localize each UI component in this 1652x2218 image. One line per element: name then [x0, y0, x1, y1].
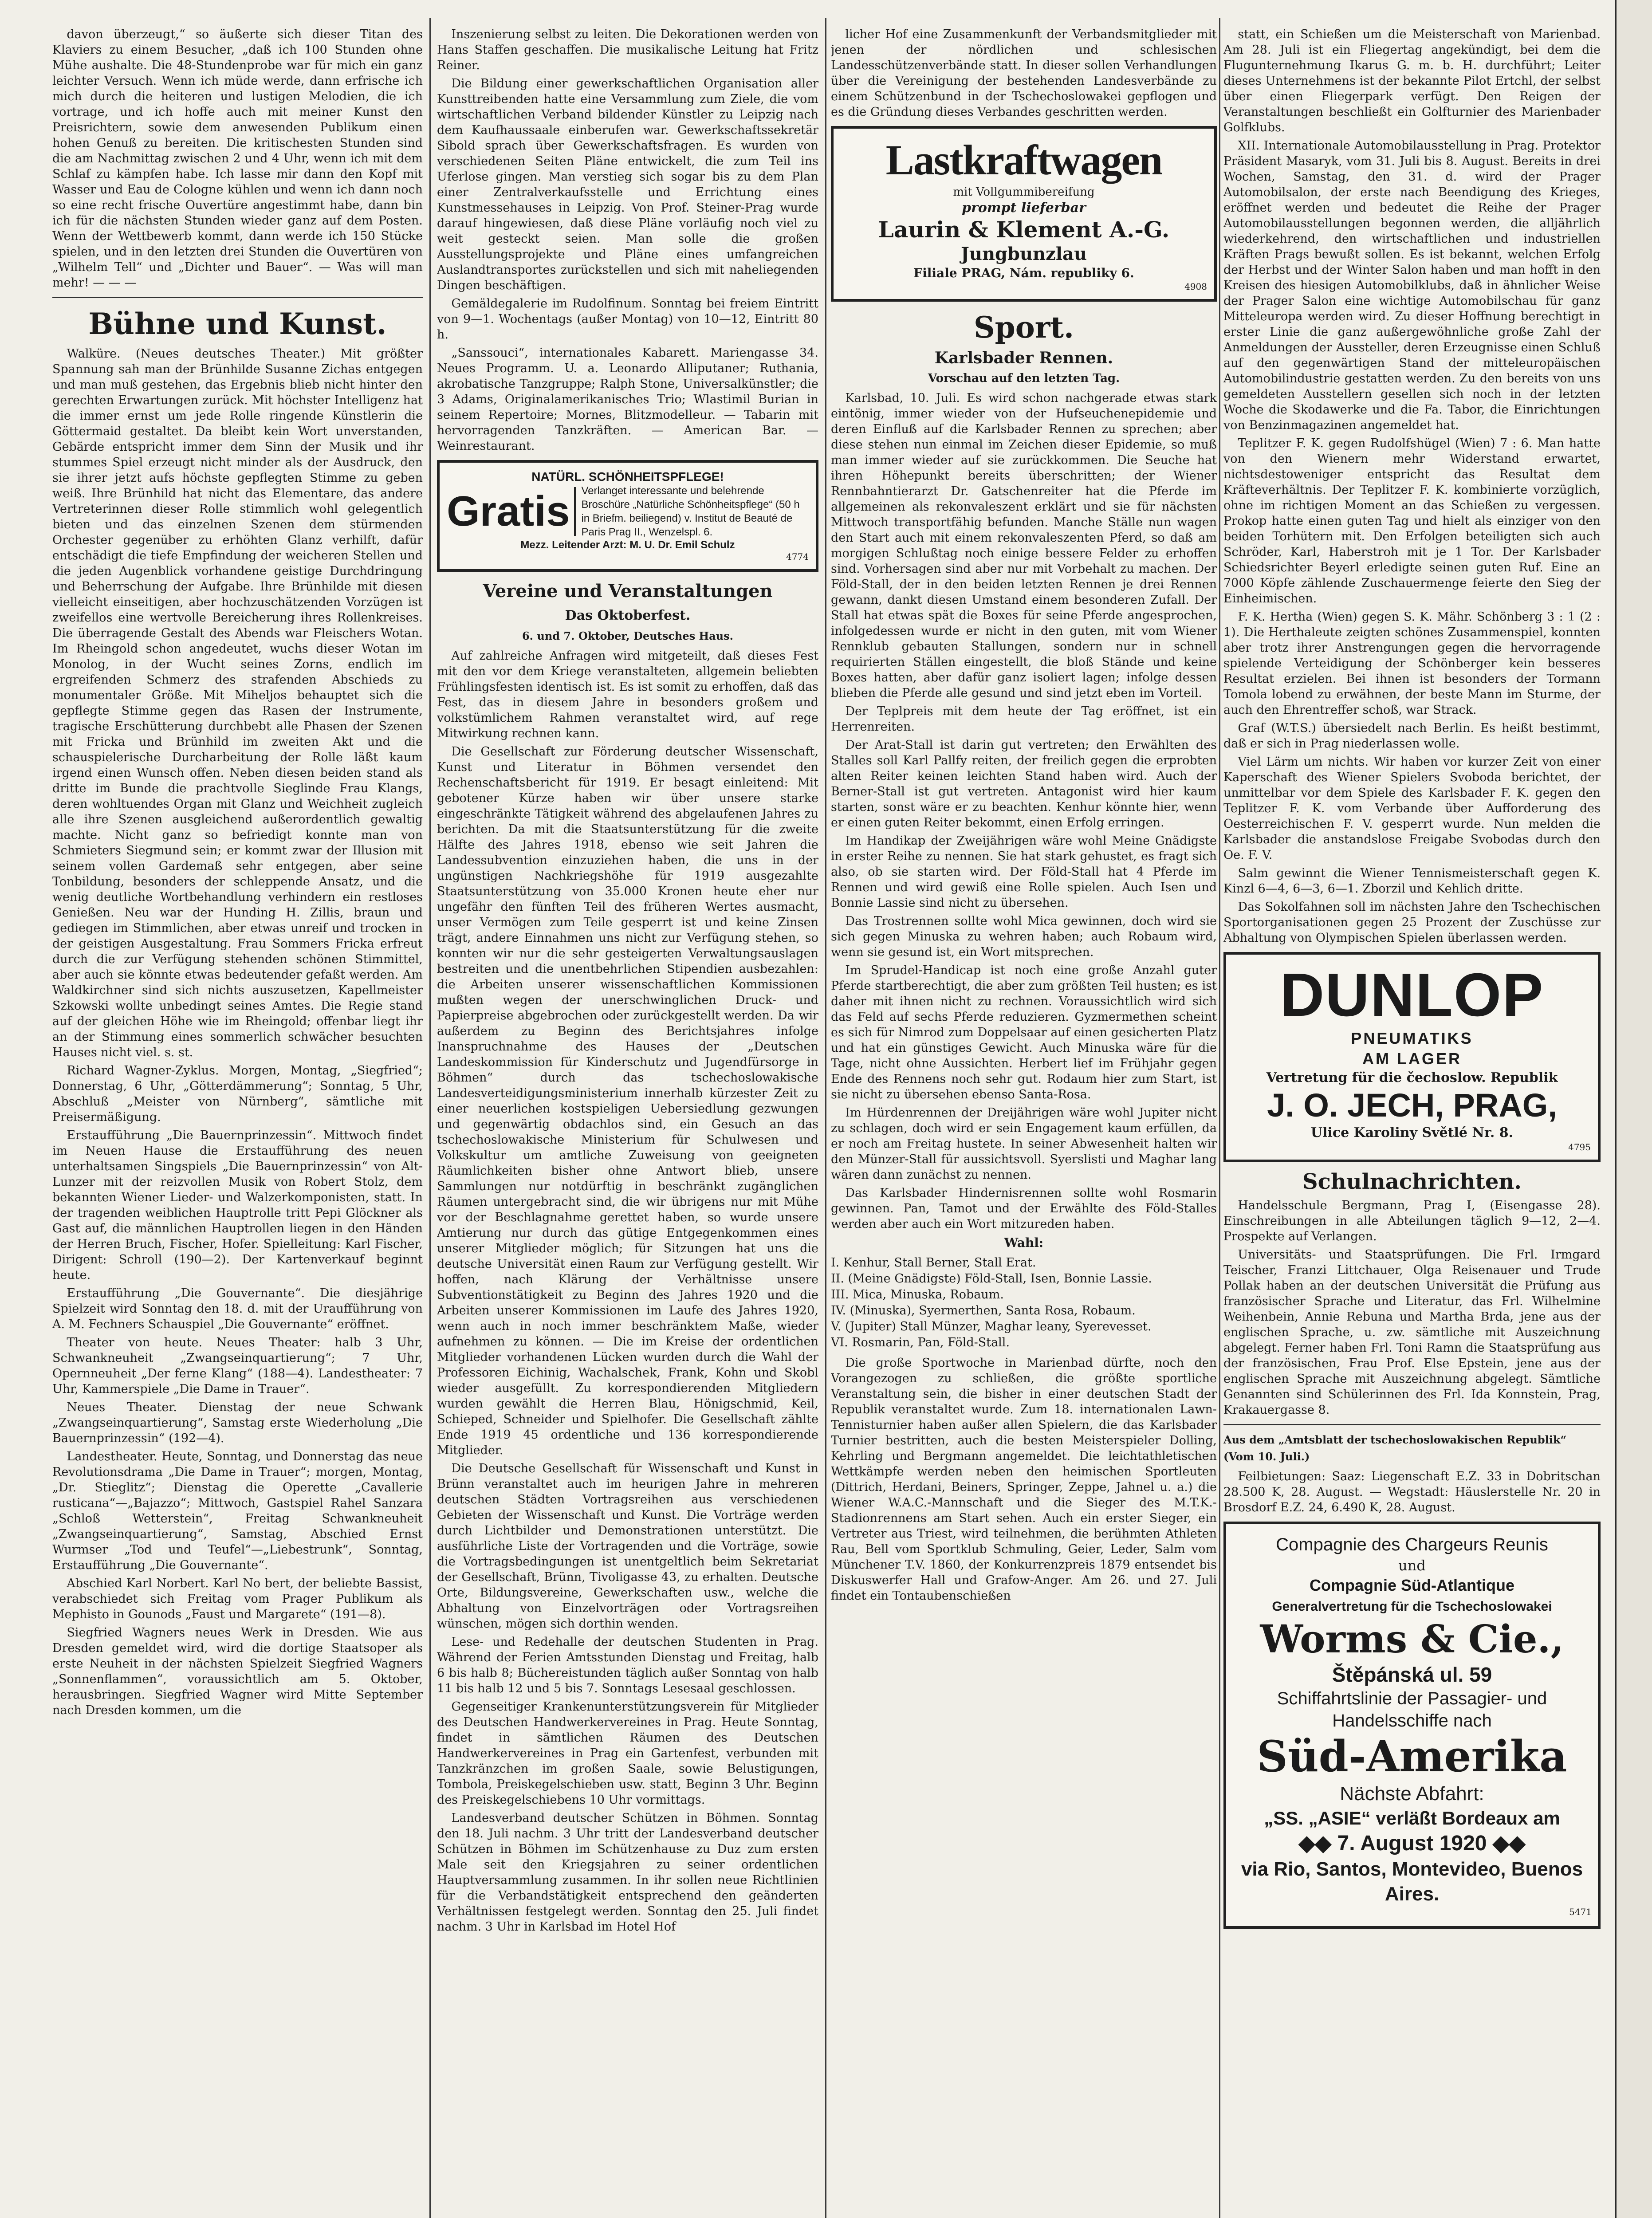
article-paragraph: Graf (W.T.S.) übersiedelt nach Berlin. Es heißt bestimmt, daß er sich in Prag niederlassen wolle. [1223, 721, 1601, 751]
article-paragraph: Landestheater. Heute, Sonntag, und Donnerstag das neue Revolutionsdrama „Die Dame in Trauer“; morgen, Montag, „Dr. Stieglitz“; Dienstag die Operette „Cavallerie rusticana“—„Bajazzo“; Mittwoch, Gastspiel Rahel Sanzara „Schloß Wetterstein“, Freitag Schwankneuheit „Zwangseinquartierung“, Samstag, Abschied Ernst Wurmser „Tod und Teufel“—„Liebestrunk“, Sonntag, Erstaufführung „Die Gouvernante“. [52, 1450, 423, 1572]
ad-headline: DUNLOP [1280, 961, 1544, 1029]
ad-city: Jungbunzlau [960, 244, 1087, 264]
column-rule [1219, 18, 1220, 2218]
article-paragraph: Inszenierung selbst zu leiten. Die Dekorationen werden von Hans Staffen geschaffen. Die musikalische Leitung hat Fritz Reiner. [437, 28, 818, 72]
article-paragraph: Die Deutsche Gesellschaft für Wissenschaft und Kunst in Brünn veranstaltet auch im heurigen Jahre in mehreren deutschen Städten Vortragsreihen aus verschiedenen Gebieten der Wissenschaft und Kunst. Die Vorträge werden durch Lichtbilder und Demonstrationen unterstützt. Die ausführliche Liste der Vortragenden und die Vorträge, sowie die Vortragsbedingungen ist unentgeltlich beim Sekretariat der Gesellschaft, Brünn, Tivoligasse 43, zu erhalten. Deutsche Orte, Bildungsvereine, Gewerkschaften usw., welche die Abhaltung von Einzelvorträgen oder Vortragsreihen wünschen, mögen sich dorthin wenden. [437, 1462, 818, 1631]
article-paragraph: Theater von heute. Neues Theater: halb 3 Uhr, Schwankneuheit „Zwangseinquartierung“; 7 Uhr, Opernneuheit „Der ferne Klang“ (188—4). Landestheater: 7 Uhr, Kammerspiele „Die Dame in Trauer“. [52, 1336, 423, 1396]
list-item: I. Kenhur, Stall Berner, Stall Erat. [831, 1256, 1036, 1270]
article-paragraph: Neues Theater. Dienstag der neue Schwank „Zwangseinquartierung“, Samstag erste Wiederholung „Die Bauernprinzessin“ (192—4). [52, 1400, 423, 1445]
article-headline: Das Oktoberfest. [565, 608, 691, 623]
advertisement-lastkraftwagen [831, 126, 1217, 302]
column-rule [825, 18, 826, 2218]
article-paragraph: Karlsbad, 10. Juli. Es wird schon nachgerade etwas stark eintönig, immer wieder von der Hufseuchenepidemie und deren Einfluß auf die Karlsbader Rennen zu sprechen; aber diese stehen nun einmal im Zeichen dieser Epidemie, so muß man immer wieder auf sie zurückkommen. Die Seuche hat ihren Höhepunkt bereits überschritten; der Wiener Rennbahntierarzt Dr. Gatschenreiter hat die Pferde im allgemeinen als rekonvaleszent erklärt und sie für nächsten Mittwoch transportfähig befunden. Manche Ställe nun wagen den Start auch mit einem rekonvaleszenten Pferd, so daß am morgigen Schlußtag noch einige bessere Felder zu erhoffen sind. Vorhersagen sind aber nur mit Vorbehalt zu machen. Der Föld-Stall, der in den beiden letzten Rennen je drei Rennen gewann, dankt diesen Umstand einem besonderen Zufall. Der Stall hat etwas spät die Boxes für seine Pferde angesprochen, infolgedessen wurde er nicht in den guten, mit vom Wiener Rennklub gebauten Stallungen, sondern nur in schnell requirierten Ställen eingestellt, die bloß Stände und keine Boxes hatten, aber dafür ganz isoliert lagen; infolge dessen blieben die Pferde alle gesund und sind jetzt eben im Vorteil. [831, 391, 1217, 700]
ad-footer: Mezz. Leitender Arzt: M. U. Dr. Emil Schulz [520, 539, 735, 551]
ad-number: 4908 [1184, 281, 1207, 292]
article-paragraph: licher Hof eine Zusammenkunft der Verbandsmitglieder mit jenen der nördlichen und schlesischen Landesschützenverbände statt. In dieser sollen Verhandlungen über die Vereinigung der bestehenden Landesverbände zu einem Schützenbund in der Tschechoslowakei gepflogen und es die Gründung dieses Verbandes geschritten werden. [831, 28, 1217, 119]
column-1 [52, 27, 423, 2218]
article-paragraph: Universitäts- und Staatsprüfungen. Die Frl. Irmgard Teischer, Franzi Littchauer, Olga Reisenauer und Trude Pollak haben an der deutschen Universität die Prüfung aus französischer Sprache und Literatur, das Frl. Wilhelmine Weihenbein, Annie Rebuna und Martha Brda, jene aus der englischen Sprache, u. zw. sämtliche mit Auszeichnung abgelegt. Ferner haben Frl. Toni Ramn die Staatsprüfung aus der französischen, Frau Prof. Else Epstein, jene aus der englischen Sprache mit Auszeichnung abgelegt. Sämtliche Genannten sind Schülerinnen des Frl. Ida Konnstein, Prag, Krakauergasse 8. [1223, 1248, 1601, 1417]
ad-route: via Rio, Santos, Montevideo, Buenos Aires. [1241, 1858, 1583, 1905]
ad-line: Nächste Abfahrt: [1340, 1783, 1484, 1805]
ad-gratis-word: Gratis [447, 487, 576, 536]
ad-company: J. O. JECH, PRAG, [1267, 1087, 1557, 1124]
article-paragraph: Der Teplpreis mit dem heute der Tag eröffnet, ist ein Herrenreiten. [831, 704, 1217, 734]
article-paragraph: Im Handikap der Zweijährigen wäre wohl Meine Gnädigste in erster Reihe zu nennen. Sie hat stark gehustet, es fragt sich also, ob sie starten wird. Der Föld-Stall hat 4 Pferde im Rennen und wird gewiß eine Rolle spielen. Auch Isen und Bonnie Lassie sind nicht zu übersehen. [831, 834, 1217, 910]
ad-line: AM LAGER [1362, 1050, 1462, 1068]
advertisement-gratis [437, 460, 818, 572]
article-paragraph: Viel Lärm um nichts. Wir haben vor kurzer Zeit von einer Kaperschaft des Wiener Spielers Svoboda berichtet, der unmittelbar vor dem Spiele des Karlsbader F. K. gegen den Teplitzer F. K. vom Verbande über Aufforderung des Oesterreichischen F. V. gesperrt wurde. Nun melden die Karlsbader die anstandslose Freigabe Svobodas durch den Oe. F. V. [1223, 755, 1601, 862]
wahl-title: Wahl: [1004, 1235, 1044, 1250]
ad-line: Compagnie Süd-Atlantique [1310, 1576, 1514, 1594]
wahl-list [831, 1255, 1217, 1351]
article-paragraph: Auf zahlreiche Anfragen wird mitgeteilt, daß dieses Fest mit den vor dem Kriege veranstalteten, allgemein beliebten Frühlingsfesten identisch ist. Es ist somit zu erhoffen, daß das Fest, das in diesem Jahre in besonders großem und volkstümlichem Rahmen veranstaltet wird, auf rege Mitwirkung rechnen kann. [437, 649, 818, 740]
article-paragraph: Salm gewinnt die Wiener Tennismeisterschaft gegen K. Kinzl 6—4, 6—3, 6—1. Zborzil und Kehlich dritte. [1223, 866, 1601, 896]
article-paragraph: Der Arat-Stall ist darin gut vertreten; den Erwählten des Stalles soll Karl Pallfy reiten, der freilich gegen die erprobten alten Reiter keinen leichten Stand haben wird. Auch der Berner-Stall ist gut vertreten. Antagonist wird hier kaum starten, sonst wäre er zu beachten. Kenhur könnte hier, wenn er einen guten Reiter bekommt, einen Erfolg erringen. [831, 738, 1217, 830]
article-paragraph: Im Hürdenrennen der Dreijährigen wäre wohl Jupiter nicht zu schlagen, doch wird er sein Engagement kaum erfüllen, da er noch am Freitag hustete. In seiner Abwesenheit halten wir den Münzer-Stall für aussichtsvoll. Syerslisti und Maghar lang wären dann zunächst zu nennen. [831, 1106, 1217, 1182]
ad-company: Laurin & Klement A.-G. [878, 216, 1170, 243]
article-paragraph: Die Bildung einer gewerkschaftlichen Organisation aller Kunsttreibenden hatte eine Versammlung zum Ziele, die vom wirtschaftlichen Verband bildender Künstler zu Leipzig nach dem Kaufhaussaale einberufen war. Gewerkschaftssekretär Sibold sprach über Gewerkschaftsfragen. Es wurden von verschiedenen Seiten Pläne entwickelt, die zum Teil ins Uferlose gingen. Man verstieg sich sogar bis zu dem Plan einer Zentralverkaufsstelle und Errichtung eines Kunstmessehauses in Leipzig. Von Prof. Steiner-Prag wurde darauf hingewiesen, daß diese Pläne vorläufig noch viel zu weit gesteckt seien. Man solle die großen Ausstellungsprojekte und Pläne eines umfangreichen Auslandtransportes zurückstellen und sich mit naheliegenden Dingen beschäftigen. [437, 77, 818, 292]
ad-company: Worms & Cie., [1260, 1617, 1564, 1662]
ad-date: ◆◆ 7. August 1920 ◆◆ [1298, 1832, 1526, 1855]
ad-line: prompt lieferbar [962, 200, 1086, 216]
article-paragraph: Im Sprudel-Handicap ist noch eine große Anzahl guter Pferde startberechtigt, die aber zum größten Teil husten; es ist daher mit ihnen nicht zu rechnen. Voraussichtlich wird sich das Feld auf sechs Pferde reduzieren. Gyzmermethen scheint es sich für Nimrod zum Doppelsaar auf einen gesicherten Platz und hat ein günstiges Gewicht. Auch Minuska wäre für die Tage, nicht ohne Aussichten. Herbert lief im Frühjahr gegen Ende des Rennens noch sehr gut. Rodaum hier zum Start, ist sie nicht zu übersehen ebenso Santa-Rosa. [831, 963, 1217, 1101]
article-continuation: davon überzeugt,“ so äußerte sich dieser Titan des Klaviers zu einem Besucher, „daß ich 100 Stunden ohne Mühe aushalte. Die 48-Stundenprobe war für mich ein ganz leichter Versuch. Wenn ich müde werde, dann erfrische ich mich durch die heiteren und lustigen Melodien, die ich vortrage, und ich hoffe auch mit meiner Kunst den Preisrichtern, sowie dem anwesenden Publikum einen hohen Genuß zu bereiten. Die kritischesten Stunden sind die am Nachmittag zwischen 2 und 4 Uhr, wenn ich mit dem Schlaf zu kämpfen habe. Ich lasse mir dann den Kopf mit Wasser und Eau de Cologne kühlen und wenn ich dann noch so eine recht frische Ouvertüre angestimmt habe, dann bin ich für die nächsten Stunden wieder ganz auf dem Posten. Wenn der Wettbewerb kommt, dann werde ich 150 Stücke spielen, und in den letzten drei Stunden die Ouvertüren von „Wilhelm Tell“ und „Dichter und Bauer“. — Was will man mehr! — — — [52, 28, 423, 290]
section-title-vereine: Vereine und Veranstaltungen [483, 581, 773, 602]
ad-line: Compagnie des Chargeurs Reunis [1276, 1535, 1548, 1554]
ad-headline: NATÜRL. SCHÖNHEITSPFLEGE! [531, 470, 724, 484]
ad-number: 4774 [786, 551, 809, 562]
article-subheadline: Vorschau auf den letzten Tag. [928, 372, 1120, 385]
article-paragraph: Gemäldegalerie im Rudolfinum. Sonntag bei freiem Eintritt von 9—1. Wochentags (außer Montag) von 10—12, Eintritt 80 h. [437, 297, 818, 342]
article-paragraph: „Sanssouci“, internationales Kabarett. Mariengasse 34. Neues Programm. U. a. Leonardo Alliputaner; Ruthania, akrobatische Tanzgruppe; Ralph Stone, Universalkünstler; die 3 Adams, Originalamerikanisches Trio; Wlastimil Burian in seinem Repertoire; Mornes, Blitzmodelleur. — Tabarin mit hervorragenden Tanzkräften. — American Bar. — Weinrestaurant. [437, 346, 818, 453]
article-paragraph: Die große Sportwoche in Marienbad dürfte, noch den Vorangezogen zu schließen, die größte sportliche Veranstaltung sein, die bisher in einer deutschen Stadt der Republik veranstaltet wurde. Zum 18. internationalen Lawn-Tennisturnier haben außer allen Spielern, die das Karlsbader Turnier bestritten, auch die besten Meisterspieler Dolling, Kehrling und Bergmann angemeldet. Die leichtathletischen Wettkämpfe werden neben den heimischen Sportleuten (Dittrich, Herdani, Beiners, Springer, Zeppe, Jahnel u. a.) die Wiener W.A.C.-Mannschaft und die Sieger des M.T.K.-Stadionrennens am Start sehen. Auch ein erster Sieger, ein Vertreter aus Triest, wird teilnehmen, die berühmten Athleten Rau, Bell vom Sportklub Schmuling, Geier, Leder, Salm vom Münchener T.V. 1860, der Konkurrenzpreis 1879 entsendet bis Diskuswerfer Hall und Grafow-Anger. Am 26. und 27. Juli findet ein Tontaubenschießen [831, 1356, 1217, 1603]
article-paragraph: Die Gesellschaft zur Förderung deutscher Wissenschaft, Kunst und Literatur in Böhmen versendet den Rechenschaftsbericht für 1919. Er besagt einleitend: Mit gebotener Kürze haben wir über unsere starke eingeschränkte Tätigkeit während des abgelaufenen Jahres zu berichten. Da mit die Staatsunterstützung für die zweite Hälfte des Jahres 1918, ebenso wie seit Jahren die Landessubvention einzuziehen haben, die uns in der ungünstigen Nachkriegshöhe für 1919 ausgezahlte Staatsunterstützung von 35.000 Kronen heute eher nur ungefähr den fünften Teil des früheren Wertes ausmacht, unser Vermögen zum Teile gesperrt ist und keine Zinsen trägt, andere Einnahmen uns nicht zur Verfügung stehen, so konnten wir nur die sehr gesteigerten Verwaltungsauslagen bestreiten und die unentbehrlichen Stipendien ausbezahlen: die Arbeiten unserer wissenschaftlichen Kommissionen mußten wegen der unerschwinglichen Druck- und Papierpreise abgebrochen oder zurückgestellt werden. Da wir außerdem zu Beginn des Berichtsjahres infolge Inanspruchnahme des Hauses der „Deutschen Landeskommission für Kinderschutz und Jugendfürsorge in Böhmen“ durch das tschechoslowakische Landesverteidigungsministerium innerhalb kürzester Zeit zu einer neuerlichen kostspieligen Uebersiedlung gezwungen und gegenwärtig obdachlos sind, ein Gesuch an das tschechoslowakische Ministerium für Schulwesen und Volkskultur um amtliche Zuweisung von geeigneten Räumlichkeiten bisher ohne Antwort blieb, unsere Sammlungen nur notdürftig in beschränkt zugänglichen Räumen untergebracht sind, die wir übrigens nur mit Mühe vor der Beschlagnahme gerettet haben, so wurde unsere Amtierung nur durch das gütige Entgegenkommen eines unserer Mitglieder möglich; für Sitzungen hat uns die deutsche Universität einen Raum zur Verfügung gestellt. Wir hoffen, nach Klärung der Verhältnisse unsere Subventionstätigkeit zu Beginn des Jahres 1920 und die Arbeiten unserer Kommissionen im Laufe des Jahres 1920, wenn auch in noch immer beschränktem Maße, wieder aufnehmen zu können. — Die im Kreise der ordentlichen Mitglieder vorhandenen Lücken wurden durch die Wahl der Professoren Eichinig, Wachalschek, Frank, Kohn und Skobl wieder ausgefüllt. Zu korrespondierenden Mitgliedern wurden gewählt die Herren Blau, Hönigschmid, Keil, Schieped, Schneider und Spielhofer. Die Gesellschaft zählte Ende 1919 45 ordentliche und 136 korrespondierende Mitglieder. [437, 745, 818, 1457]
article-paragraph: Abschied Karl Norbert. Karl No bert, der beliebte Bassist, verabschiedet sich Freitag vom Prager Publikum als Mephisto in Gounods „Faust und Margarete“ (191—8). [52, 1577, 423, 1621]
divider [1223, 1424, 1601, 1425]
section-title-buehne: Bühne und Kunst. [88, 307, 387, 341]
ad-number: 5471 [1569, 1907, 1592, 1917]
article-paragraph: Gegenseitiger Krankenunterstützungsverein für Mitglieder des Deutschen Handwerkervereines in Prag. Heute Sonntag, findet in sämtlichen Räumen des Deutschen Handwerkervereines in Prag ein Gartenfest, verbunden mit Tanzkränzchen im großen Saale, sowie Belustigungen, Tombola, Preiskegelschieben usw. statt, Beginn 3 Uhr. Beginn des Preiskegelschiebens 10 Uhr vormittags. [437, 1700, 818, 1807]
article-paragraph: Walküre. (Neues deutsches Theater.) Mit größter Spannung sah man der Brünhilde Susanne Zichas entgegen und man muß gestehen, das Ergebnis blieb nicht hinter den gerechten Erwartungen zurück. Mit höchster Intelligenz hat die immer ernst um jede Rolle ringende Künstlerin die Göttermaid gestaltet. Da bleibt kein Wort unverstanden, Gebärde entspricht immer dem Sinn der Musik und ihr stummes Spiel erzeugt nicht minder als der Ausdruck, den sie ihrer jetzt aufs höchste gepflegten Stimme zu geben weiß. Ihre Brünhild hat nicht das Elementare, das andere Vertreterinnen dieser Rolle stimmlich wohl gelegentlich bieten und das einzelnen Szenen dem stürmenden Orchester gegenüber zu erhöhten Glanz verhilft, dafür entschädigt die tiefe Empfindung der weicheren Stellen und die jeden Augenblick vorhandene geistige Durchdringung und Beherrschung der Aufgabe. Ihre Brünhilde mit diesen vielleicht einseitigen, aber hochzuschätzenden Vorzügen ist zweifellos eine wertvolle Bereicherung ihres Rollenkreises. Die überragende Gestalt des Abends war Fleischers Wotan. Im Rheingold schon angedeutet, wuchs dieser Wotan im Monolog, in der Wucht seines Zorns, endlich im ergreifenden Schmerz des strafenden Abschieds zu monumentaler Größe. Mit Miheljos behauptet sich die gepflegte Stimme gegen das Rasen der Instrumente, tragische Erschütterung durchbebt alle Phasen der Szenen mit Fricka und Brünhild im zweiten Akt und die schauspielerische Durcharbeitung der Rolle läßt kaum irgend einen Wunsch offen. Neben diesen beiden stand als dritte im Bunde die prachtvolle Sieglinde Frau Klangs, deren wohltuendes Organ mit Glanz und Weichheit zugleich alle ihre Szenen ausgleichend außerordentlich gewaltig machte. Nicht ganz so befriedigt konnte man von Schmieters Siegmund sein; er kommt zwar der Illusion mit seinem vollen Gardemaß sehr entgegen, aber seine Tonbildung, besonders der schleppende Ansatz, und die wenig deutliche Wortbehandlung verhindern ein restloses Genießen. Neu war der Hunding H. Zillis, braun und gediegen im Stimmlichen, aber etwas unreif und trocken in der geistigen Ausgestaltung. Frau Sommers Fricka erfreut durch die zur Verfügung stehenden schönen Stimmittel, aber auch sie könnte etwas bedeutender gefaßt werden. Am Waldkirchner sind sich nichts auszusetzen, Kapellmeister Szkowski wollte unbedingt seines Amtes. Die Regie stand auf der gleichen Höhe wie im Rheingold; offenbar liegt ihr an der Stimmung eines sommerlich schwächer besuchten Hauses nicht viel. s. st. [52, 347, 423, 1059]
list-item: IV. (Minuska), Syermerthen, Santa Rosa, Robaum. [831, 1304, 1136, 1317]
article-paragraph: Das Karlsbader Hindernisrennen sollte wohl Rosmarin gewinnen. Pan, Tamot und der Erwählte des Föld-Stalles werden aber auch ein Wort mitzureden haben. [831, 1186, 1217, 1231]
ad-line: mit Vollgummibereifung [953, 185, 1095, 199]
article-paragraph: statt, ein Schießen um die Meisterschaft von Marienbad. Am 28. Juli ist ein Fliegertag angekündigt, bei dem die Flugunternehmung Ikarus G. m. b. H. durchführt; Leiter dieses Unternehmens ist der bekannte Pilot Ertchl, der selbst über einen Fliegerpark verfügt. Den Reigen der Veranstaltungen beschließt ein Golfturnier des Marienbader Golfklubs. [1223, 28, 1601, 134]
article-paragraph: Handelsschule Bergmann, Prag I, (Eisengasse 28). Einschreibungen in alle Abteilungen täglich 9—12, 2—4. Prospekte auf Verlangen. [1223, 1199, 1601, 1243]
article-paragraph: Erstaufführung „Die Gouvernante“. Die diesjährige Spielzeit wird Sonntag den 18. d. mit der Uraufführung von A. M. Fechners Schauspiel „Die Gouvernante“ eröffnet. [52, 1286, 423, 1331]
column-rule [429, 18, 431, 2218]
article-paragraph: Siegfried Wagners neues Werk in Dresden. Wie aus Dresden gemeldet wird, wird die dortige Staatsoper als erste Neuheit in der nächsten Spielzeit Siegfried Wagners „Sonnenflammen“, voraussichtlich am 5. Oktober, herausbringen. Siegfried Wagner wird Mitte September nach Dresden kommen, um die [52, 1626, 423, 1717]
article-paragraph: F. K. Hertha (Wien) gegen S. K. Mähr. Schönberg 3 : 1 (2 : 1). Die Herthaleute zeigten schönes Zusammenspiel, konnten aber trotz ihrer Anstrengungen gegen die hervorragende spielende Verteidigung der Schönberger kein besseres Resultat erzielen. Bei ihnen ist besonders der Tormann Tomola lobend zu erwähnen, der beste Mann im Sturme, der auch den Ehrentreffer schoß, war Strack. [1223, 610, 1601, 717]
list-item: VI. Rosmarin, Pan, Föld-Stall. [831, 1336, 1010, 1349]
list-item: V. (Jupiter) Stall Münzer, Maghar leany, Syerevesset. [831, 1320, 1152, 1333]
list-item: III. Mica, Minuska, Robaum. [831, 1288, 1004, 1302]
column-3 [831, 27, 1217, 2218]
ad-line: und [1398, 1557, 1426, 1574]
divider [52, 297, 423, 298]
advertisement-worms [1223, 1522, 1601, 1929]
adjacent-page-edge [1615, 0, 1652, 2218]
column-4 [1223, 27, 1601, 2218]
ad-address: Štěpánská ul. 59 [1332, 1663, 1492, 1686]
ad-line: Vertretung für die čechoslow. Republik [1266, 1070, 1558, 1085]
ad-line: Schiffahrtslinie der Passagier- und Handelsschiffe nach [1277, 1689, 1547, 1730]
advertisement-dunlop [1223, 952, 1601, 1162]
article-paragraph: Richard Wagner-Zyklus. Morgen, Montag, „Siegfried“; Donnerstag, 6 Uhr, „Götterdämmerung“; Sonntag, 5 Uhr, Abschluß „Meister von Nürnberg“, sämtliche mit Preisermäßigung. [52, 1064, 423, 1124]
article-paragraph: Das Trostrennen sollte wohl Mica gewinnen, doch wird sie sich gegen Minuska zu wehren haben; auch Robaum wird, wenn sie gesund ist, ein Wort mitsprechen. [831, 914, 1217, 959]
notice-title: Aus dem „Amtsblatt der tschechoslowakischen Republik“ (Vom 10. Juli.) [1223, 1433, 1567, 1463]
ad-destination: Süd-Amerika [1257, 1731, 1567, 1781]
article-paragraph: Teplitzer F. K. gegen Rudolfshügel (Wien) 7 : 6. Man hatte von den Wienern mehr Widerstand erwartet, nichtsdestoweniger entspricht das Resultat dem Kräfteverhältnis. Der Teplitzer F. K. kombinierte vorzüglich, ohne im richtigen Moment an das Schießen zu vergessen. Prokop hatte einen guten Tag und hielt als einziger von den beiden Torhütern mit. Den Erfolgen beteiligten sich auch Schröder, Karl, Haberstroh mit je 1 Tor. Der Karlsbader Schiedsrichter Beyerl erledigte seinen guten Ruf. Eine an 7000 Köpfe zählende Zuschauermenge feierte den Sieg der Einheimischen. [1223, 437, 1601, 606]
section-title-schulnachrichten: Schulnachrichten. [1302, 1169, 1522, 1194]
ad-headline: Lastkraftwagen [885, 136, 1162, 184]
notice-text: Feilbietungen: Saaz: Liegenschaft E.Z. 33 in Dobritschan 28.500 K, 28. August. — Wegstadt: Häuslerstelle Nr. 20 in Brosdorf E.Z. 24, 6.490 K, 28. August. [1223, 1470, 1601, 1514]
column-2 [437, 27, 818, 2218]
article-paragraph: Lese- und Redehalle der deutschen Studenten in Prag. Während der Ferien Amtsstunden Dienstag und Freitag, halb 6 bis halb 8; Büchereistunden täglich außer Sonntag von halb 11 bis halb 12 und 5 bis 7. Sonntags Lesesaal geschlossen. [437, 1635, 818, 1695]
ad-body: Verlanget interessante und belehrende Broschüre „Natürliche Schönheitspflege“ (50 h in Briefm. beiliegend) v. Institut de Beauté de Paris Prag II., Wenzelspl. 6. [581, 485, 800, 538]
ad-number: 4795 [1568, 1142, 1591, 1152]
article-paragraph: Das Sokolfahnen soll im nächsten Jahre den Tschechischen Sportorganisationen gegen 25 Prozent der Zuschüsse zur Abhaltung von Olympischen Spielen überlassen werden. [1223, 900, 1601, 945]
article-paragraph: Erstaufführung „Die Bauernprinzessin“. Mittwoch findet im Neuen Hause die Erstaufführung des neuen unterhaltsamen Singspiels „Die Bauernprinzessin“ von Alt-Lunzer mit der reizvollen Musik von Robert Stolz, dem bekannten Wiener Lieder- und Walzerkomponisten, statt. In der tragenden weiblichen Hauptrolle tritt Pepi Glöckner als Gast auf, die männlichen Hauptrollen liegen in den Händen der Herren Bruch, Fischer, Hofer. Spielleitung: Karl Fischer, Dirigent: Schroll (190—2). Der Kartenverkauf beginnt heute. [52, 1129, 423, 1282]
ad-line: Generalvertretung für die Tschechoslowakei [1272, 1599, 1552, 1614]
article-headline: Karlsbader Rennen. [934, 349, 1113, 367]
list-item: II. (Meine Gnädigste) Föld-Stall, Isen, Bonnie Lassie. [831, 1272, 1152, 1286]
ad-address: Filiale PRAG, Nám. republiky 6. [913, 266, 1134, 280]
article-paragraph: Landesverband deutscher Schützen in Böhmen. Sonntag den 18. Juli nachm. 3 Uhr tritt der Landesverband deutscher Schützen in Böhmen im Schützenhause zu Duz zum ersten Male seit den Kriegsjahren zu seiner ordentlichen Hauptversammlung zusammen. In ihr sollen neue Richtlinien für die Verbandstätigkeit entsprechend den geänderten Verhältnissen festgelegt werden. Sonntag den 25. Juli findet nachm. 3 Uhr in Karlsbad im Hotel Hof [437, 1811, 818, 1934]
section-title-sport: Sport. [973, 310, 1074, 345]
ad-line: PNEUMATIKS [1351, 1029, 1473, 1047]
ad-line: „SS. „ASIE“ verläßt Bordeaux am [1264, 1808, 1560, 1829]
article-paragraph: XII. Internationale Automobilausstellung in Prag. Protektor Präsident Masaryk, vom 31. Juli bis 8. August. Bereits in drei Wochen, Samstag, den 31. d. wird der Prager Automobilsalon, der erste nach Beendigung des Krieges, eröffnet werden und bedeutet die Reihe der Prager Automobilausstellungen begonnen werden, die alljährlich wiederkehrend, den wirtschaftlichen und industriellen Kräften Prags bewußt sollen. Es ist bekannt, welchen Erfolg der Herbst und der Winter Salon haben und man hofft in den Kreisen des hiesigen Automobilklubs, daß in ähnlicher Weise der Prager Salon eine wichtige Automobilschau für ganz Mitteleuropa werden wird. Zu dieser Hoffnung berechtigt in erster Linie die ganz außergewöhnliche große Zahl der Anmeldungen der Aussteller, deren Erzeugnisse einen Schluß auf den gegenwärtigen Stand der mitteleuropäischen Automobilindustrie gestatten werden. Zu den bereits von uns gemeldeten Ausstellern gesellen sich noch in der letzten Woche die Skodawerke und die Fa. Tabor, die Einrichtungen von Benzinmagazinen angemeldet hat. [1223, 139, 1601, 432]
ad-address: Ulice Karoliny Světlé Nr. 8. [1310, 1125, 1514, 1140]
article-subheadline: 6. und 7. Oktober, Deutsches Haus. [522, 629, 733, 642]
